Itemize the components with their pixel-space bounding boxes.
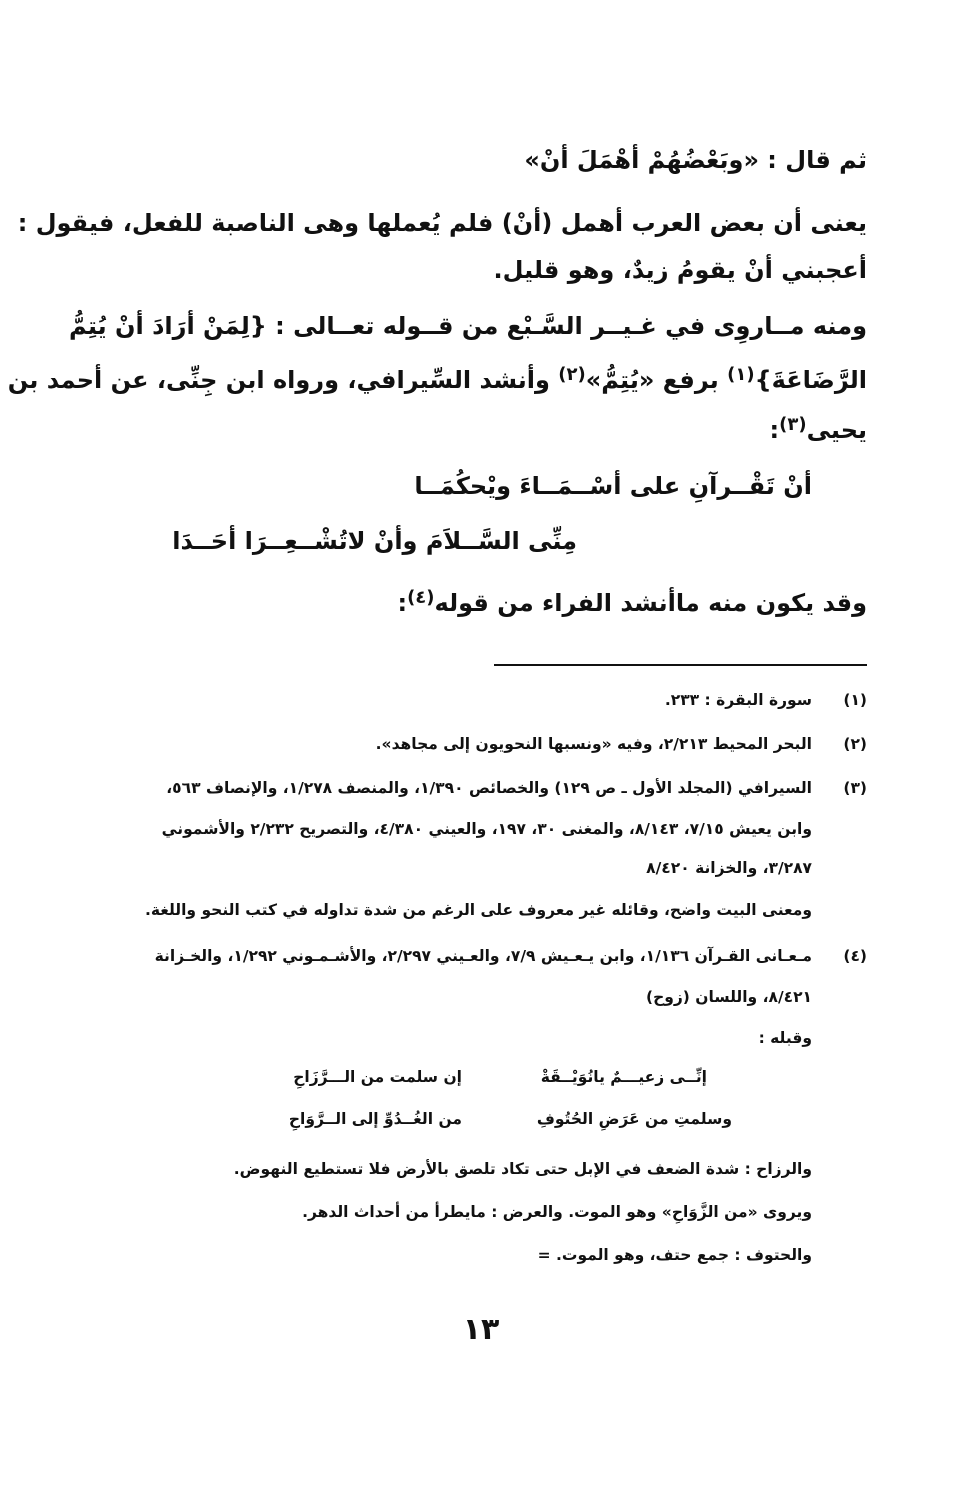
footnote-1-text: سورة البقرة : ٢٣٣. xyxy=(664,691,812,709)
footnote-4-line-6: والحتوف : جمع حتف، وهو الموت. = xyxy=(537,1246,812,1264)
footnote-4-line-1: مـعـانى القـرآن ١/١٣٦، وابن يـعـيش ٧/٩، والعـيني ٢/٢٩٧، والأشـمـوني ١/٢٩٢، والخـزانة xyxy=(154,947,812,965)
footnote-3-line-3: ٣/٢٨٧، والخزانة ٨/٤٢٠ xyxy=(646,859,812,877)
footnote-separator xyxy=(494,664,867,666)
page-number: ١٣ xyxy=(462,1312,500,1347)
body-line-7-colon: : xyxy=(397,589,408,618)
footnote-4-number: (٤) xyxy=(843,947,867,965)
footnote-1-number: (١) xyxy=(843,691,867,709)
body-line-7 xyxy=(397,578,867,623)
footnote-ref-4: (٤) xyxy=(407,587,435,608)
body-line-5-end: وأنشد السِّيرافي، ورواه ابن جِنِّى، عن أحمد بن xyxy=(7,366,559,395)
footnote-3-line-4: ومعنى البيت واضح، وقائله غير معروف على الرغم من شدة تداوله في كتب النحو واللغة. xyxy=(144,901,812,919)
footnote-ref-2: (٢) xyxy=(558,364,586,385)
footnote-3-line-2: وابن يعيش ٧/١٥، ٨/١٤٣، والمغنى ٣٠، ١٩٧، والعيني ٤/٣٨٠، والتصريح ٢/٢٣٢ والأشموني xyxy=(161,820,812,838)
body-line-4: ومنه مــاروِى في غـيــر السَّـبْع من قــوله تعــالى : {لِمَنْ أرَادَ أنْ يُتِمُّ xyxy=(69,312,867,340)
body-line-6 xyxy=(770,405,867,450)
verse-hemistich-1: أنْ تَقْــرآنِ على أسْــمَــاءَ ويْحكُمَــا xyxy=(414,472,812,500)
footnote-2-text: البحر المحيط ٢/٢١٣، وفيه «ونسبها النحويون إلى مجاهد». xyxy=(375,735,812,753)
footnote-4-line-2: ٨/٤٢١، واللسان (زوح) xyxy=(645,988,812,1006)
body-line-5 xyxy=(8,355,867,400)
footnote-ref-3: (٣) xyxy=(779,414,807,435)
footnote-ref-1: (١) xyxy=(727,364,755,385)
body-line-2: يعنى أن بعض العرب أهمل (أنْ) فلم يُعملها وهى الناصبة للفعل، فيقول : xyxy=(17,209,867,237)
footnote-3-number: (٣) xyxy=(843,779,867,797)
footnote-4-verse-2a: وسلمتِ من عَرَضِ الحُتُوفِ xyxy=(536,1110,732,1128)
footnote-4-verse-1a: إنِّــى زعيـــمٌ يانُوَيْــقَةْ xyxy=(540,1068,707,1086)
footnote-4-line-5: ويروى «من الزَّوَاحِ» وهو الموت. والعرض : مايطرأ من أحداث الدهر. xyxy=(302,1203,812,1221)
body-line-6-colon: : xyxy=(769,416,780,445)
body-line-6-text: يحيى xyxy=(806,416,867,445)
body-line-1: ثم قال : «وبَعْضُهُمْ أهْمَلَ أنْ» xyxy=(524,146,867,174)
footnote-4-verse-1b: إن سلمت من الـــرَّزَاحِ xyxy=(293,1068,462,1086)
footnote-4-verse-2b: من الغُــدُوِّ إلى الــرَّوَاحِ xyxy=(288,1110,462,1128)
footnote-4-line-3: وقبله : xyxy=(758,1029,812,1047)
quran-quote: الرَّضَاعَةَ} xyxy=(754,366,867,395)
footnote-4-line-4: والرزاح : شدة الضعف في الإبل حتى تكاد تلصق بالأرض فلا تستطيع النهوض. xyxy=(233,1160,812,1178)
body-line-7-text: وقد يكون منه ماأنشد الفراء من قوله xyxy=(434,589,867,618)
verse-hemistich-2: مِنِّى السَّــلاَمَ وأنْ لاتُشْــعِــرَا أحَــدَا xyxy=(172,527,577,555)
footnote-2-number: (٢) xyxy=(843,735,867,753)
body-line-3: أعجبني أنْ يقومُ زيدٌ، وهو قليل. xyxy=(493,256,867,284)
footnote-3-line-1: السيرافي (المجلد الأول ـ ص ١٢٩) والخصائص ١/٣٩٠، والمنصف ١/٢٧٨، والإنصاف ٥٦٣، xyxy=(166,779,812,797)
body-line-5-middle: برفع «يُتِمُّ» xyxy=(585,366,728,395)
